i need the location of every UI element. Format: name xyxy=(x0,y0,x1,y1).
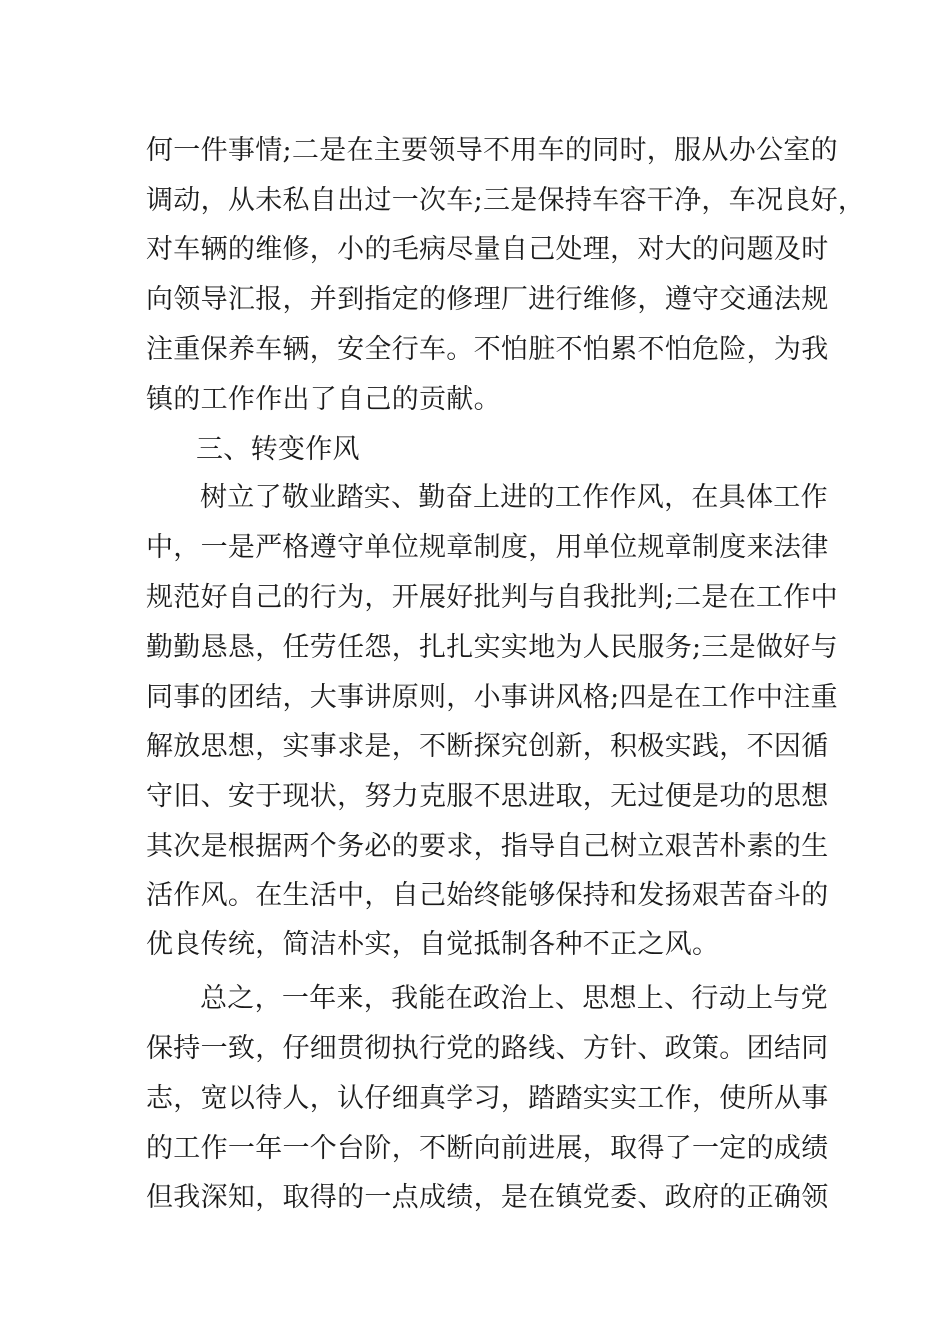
text-line: 守旧、安于现状，努力克服不思进取，无过便是功的思想 xyxy=(146,781,829,812)
text-line: 规范好自己的行为，开展好批判与自我批判;二是在工作中 xyxy=(146,582,838,613)
text-line: 但我深知，取得的一点成绩，是在镇党委、政府的正确领 xyxy=(146,1182,829,1213)
text-line: 优良传统，简洁朴实，自觉抵制各种不正之风。 xyxy=(146,929,720,960)
text-line: 镇的工作作出了自己的贡献。 xyxy=(146,384,501,415)
text-line: 解放思想，实事求是，不断探究创新，积极实践，不因循 xyxy=(146,731,829,762)
text-line: 其次是根据两个务必的要求，指导自己树立艰苦朴素的生 xyxy=(146,831,829,862)
text-line: 活作风。在生活中，自己始终能够保持和发扬艰苦奋斗的 xyxy=(146,880,829,911)
text-line: 总之，一年来，我能在政治上、思想上、行动上与党 xyxy=(200,983,828,1014)
text-line: 对车辆的维修，小的毛病尽量自己处理，对大的问题及时 xyxy=(146,234,829,265)
text-line: 中，一是严格遵守单位规章制度，用单位规章制度来法律 xyxy=(146,532,829,563)
text-line: 树立了敬业踏实、勤奋上进的工作作风，在具体工作 xyxy=(200,482,828,513)
text-line: 调动，从未私自出过一次车;三是保持车容干净，车况良好， xyxy=(146,185,866,216)
text-line: 同事的团结，大事讲原则，小事讲风格;四是在工作中注重 xyxy=(146,682,838,713)
text-line: 何一件事情;二是在主要领导不用车的同时，服从办公室的 xyxy=(146,135,838,166)
text-line: 志，宽以待人，认仔细真学习，踏踏实实工作，使所从事 xyxy=(146,1083,829,1114)
text-line: 的工作一年一个台阶，不断向前进展，取得了一定的成绩 xyxy=(146,1133,829,1164)
text-line: 勤勤恳恳，任劳任怨，扎扎实实地为人民服务;三是做好与 xyxy=(146,632,838,663)
text-line: 注重保养车辆，安全行车。不怕脏不怕累不怕危险，为我 xyxy=(146,334,829,365)
section-heading: 三、转变作风 xyxy=(196,434,360,465)
text-line: 向领导汇报，并到指定的修理厂进行维修，遵守交通法规 xyxy=(146,284,829,315)
text-line: 保持一致，仔细贯彻执行党的路线、方针、政策。团结同 xyxy=(146,1033,829,1064)
